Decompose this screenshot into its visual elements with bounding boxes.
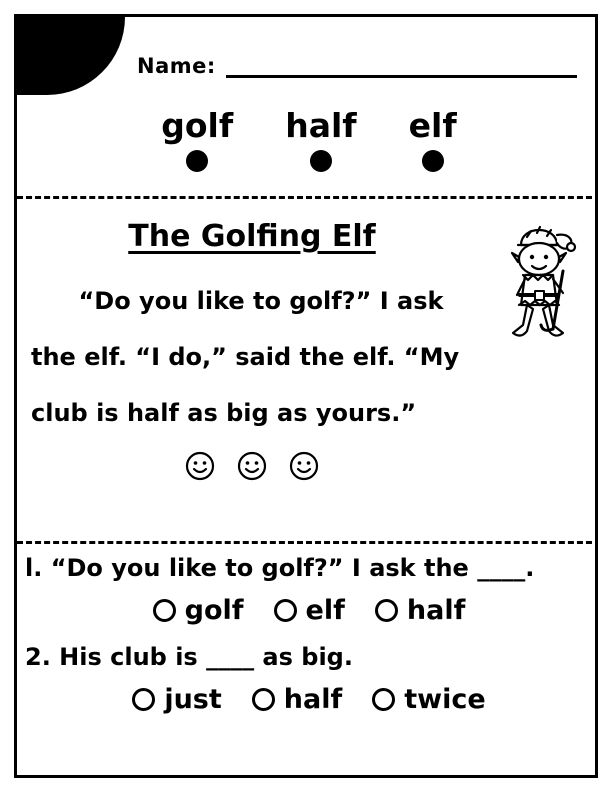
answer-option[interactable] xyxy=(252,684,342,715)
story-body xyxy=(31,273,491,441)
smiley-face-icon[interactable] xyxy=(289,451,319,485)
answer-option[interactable] xyxy=(132,684,221,715)
answer-option-label: golf xyxy=(184,595,244,626)
filled-dot-icon xyxy=(310,150,332,172)
word-label: elf xyxy=(408,106,457,145)
golfing-elf-illustration xyxy=(491,211,587,353)
answer-option[interactable] xyxy=(153,595,244,626)
corner-tab xyxy=(17,17,125,95)
answer-option-label: half xyxy=(283,684,343,715)
filled-dot-icon xyxy=(186,150,208,172)
answer-options xyxy=(17,684,598,715)
answer-bubble-icon[interactable] xyxy=(153,599,176,622)
answer-options xyxy=(17,595,598,626)
name-label: Name: xyxy=(137,54,216,78)
story-section xyxy=(17,203,598,539)
answer-option-label: half xyxy=(406,595,466,626)
worksheet-sheet xyxy=(14,14,598,778)
smiley-rating-row xyxy=(17,451,487,485)
smiley-face-icon[interactable] xyxy=(185,451,215,485)
story-line: the elf. “I do,” said the elf. “My xyxy=(31,343,460,371)
word-label: golf xyxy=(161,106,234,145)
answer-bubble-icon[interactable] xyxy=(252,688,275,711)
answer-option-label: just xyxy=(164,684,222,715)
answer-bubble-icon[interactable] xyxy=(274,599,297,622)
answer-option[interactable] xyxy=(274,595,345,626)
question-item xyxy=(17,551,598,626)
answer-bubble-icon[interactable] xyxy=(132,688,155,711)
smiley-face-icon[interactable] xyxy=(237,451,267,485)
question-item xyxy=(17,640,598,715)
story-line: “Do you like to golf?” I ask xyxy=(78,287,444,315)
word-item[interactable] xyxy=(161,106,234,172)
answer-option-label: twice xyxy=(404,684,486,715)
answer-option-label: elf xyxy=(305,595,345,626)
filled-dot-icon xyxy=(422,150,444,172)
name-input-line[interactable] xyxy=(226,53,577,78)
questions-section xyxy=(17,551,598,729)
name-row xyxy=(137,53,577,78)
word-item[interactable] xyxy=(285,106,357,172)
section-divider xyxy=(17,196,598,199)
word-item[interactable] xyxy=(408,106,457,172)
answer-option[interactable] xyxy=(375,595,465,626)
section-divider xyxy=(17,541,598,544)
answer-bubble-icon[interactable] xyxy=(372,688,395,711)
answer-option[interactable] xyxy=(372,684,485,715)
question-text: 2. His club is ____ as big. xyxy=(25,643,353,671)
answer-bubble-icon[interactable] xyxy=(375,599,398,622)
question-text: l. “Do you like to golf?” I ask the ____. xyxy=(25,554,535,582)
word-label: half xyxy=(285,106,357,145)
story-line: club is half as big as yours.” xyxy=(31,399,417,427)
story-title: The Golfing Elf xyxy=(128,219,376,254)
word-list xyxy=(17,106,598,172)
